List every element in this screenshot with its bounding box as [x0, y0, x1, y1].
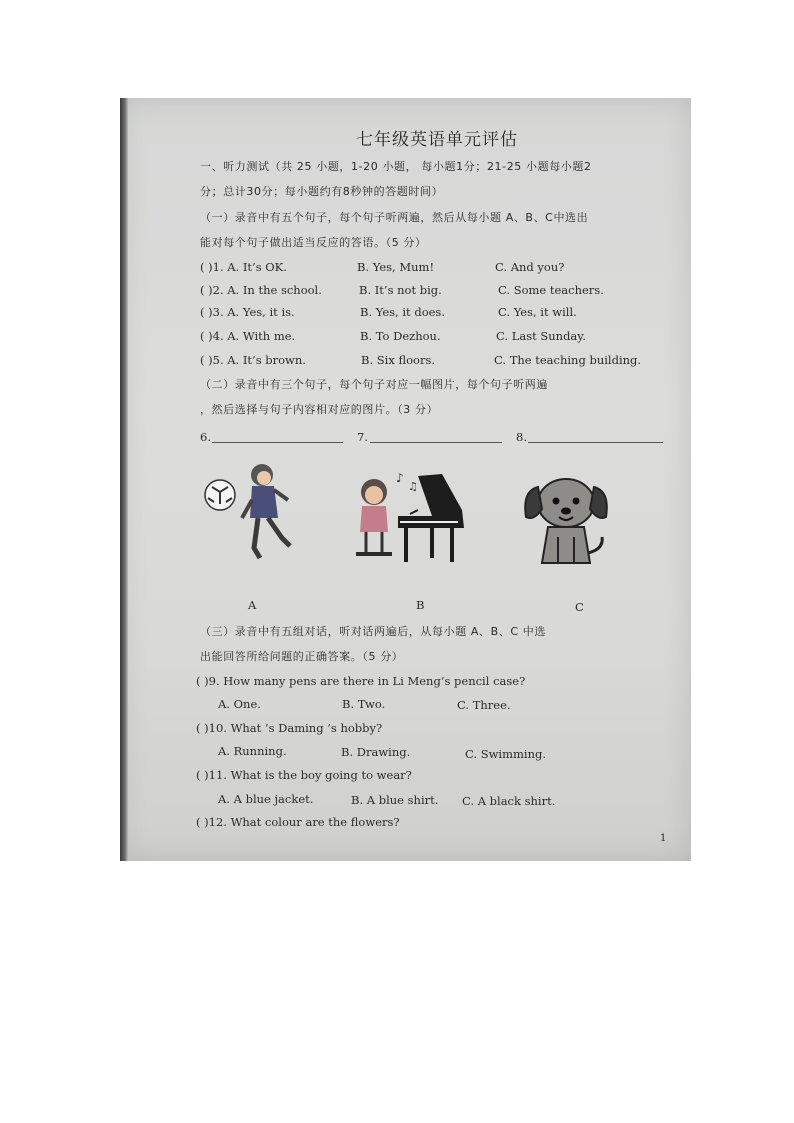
part2-line1: （二）录音中有三个句子，每个句子对应一幅图片，每个句子听两遍 [200, 378, 548, 391]
q4-option-c: C. Last Sunday. [496, 329, 586, 343]
picture-a-girl-playing-soccer [202, 460, 302, 570]
picture-b-label: B [416, 598, 425, 612]
q2-option-a: ( )2. A. In the school. [200, 283, 322, 297]
picture-c-dog [518, 473, 614, 573]
q5-option-a: ( )5. A. It’s brown. [200, 353, 306, 367]
q3-option-a: ( )3. A. Yes, it is. [200, 305, 295, 319]
q9-option-c: C. Three. [457, 698, 511, 712]
picture-a-label: A [248, 598, 257, 612]
q11-option-c: C. A black shirt. [462, 794, 556, 808]
q2-option-b: B. It’s not big. [359, 283, 442, 297]
q1-option-b: B. Yes, Mum! [357, 260, 435, 274]
q10-option-b: B. Drawing. [341, 745, 411, 759]
q1-option-c: C. And you? [495, 260, 565, 274]
q5-option-b: B. Six floors. [361, 353, 436, 367]
blank-7-line [370, 442, 502, 443]
section1-line1: 一、听力测试（共 25 小题，1-20 小题， 每小题1分；21-25 小题每小题2 [200, 160, 592, 173]
q9-question: ( )9. How many pens are there in Li Meng’s pencil case? [196, 674, 526, 688]
q10-option-c: C. Swimming. [465, 747, 547, 761]
q5-option-c: C. The teaching building. [494, 353, 642, 367]
blank-8-line [528, 442, 663, 443]
q11-option-a: A. A blue jacket. [218, 792, 314, 806]
blank-7-label: 7. [357, 430, 368, 444]
q9-option-a: A. One. [218, 697, 261, 711]
part3-line2: 出能回答所给问题的正确答案。（5 分） [200, 650, 404, 663]
part1-line1: （一）录音中有五个句子，每个句子听两遍，然后从每小题 A、B、C中选出 [200, 211, 589, 224]
q4-option-a: ( )4. A. With me. [200, 329, 296, 343]
q2-option-c: C. Some teachers. [498, 283, 604, 297]
q10-option-a: A. Running. [218, 744, 287, 758]
q12-question: ( )12. What colour are the flowers? [196, 815, 400, 829]
blank-6-label: 6. [200, 430, 211, 444]
part1-line2: 能对每个句子做出适当反应的答语。（5 分） [200, 236, 427, 249]
q10-question: ( )10. What ’s Daming ’s hobby? [196, 721, 383, 735]
page-shadow-edge [120, 98, 128, 861]
q3-option-b: B. Yes, it does. [360, 305, 445, 319]
svg-text:♫: ♫ [408, 480, 418, 493]
q9-option-b: B. Two. [342, 697, 386, 711]
page-number: 1 [660, 833, 667, 844]
scanned-exam-page [120, 98, 691, 861]
q1-option-a: ( )1. A. It’s OK. [200, 260, 287, 274]
part2-line2: ，然后选择与句子内容相对应的图片。（3 分） [200, 403, 439, 416]
part3-line1: （三）录音中有五组对话，听对话两遍后，从每小题 A、B、C 中选 [200, 625, 546, 638]
q11-question: ( )11. What is the boy going to wear? [196, 768, 412, 782]
picture-b-girl-playing-piano [352, 470, 470, 570]
blank-6-line [212, 442, 343, 443]
q4-option-b: B. To Dezhou. [360, 329, 441, 343]
q11-option-b: B. A blue shirt. [351, 793, 439, 807]
svg-text:♪: ♪ [396, 471, 404, 485]
exam-title: 七年级英语单元评估 [356, 130, 518, 150]
section1-line2: 分；总计30分；每小题约有8秒钟的答题时间） [200, 185, 444, 198]
q3-option-c: C. Yes, it will. [498, 305, 577, 319]
blank-8-label: 8. [516, 430, 527, 444]
picture-c-label: C [575, 600, 584, 614]
